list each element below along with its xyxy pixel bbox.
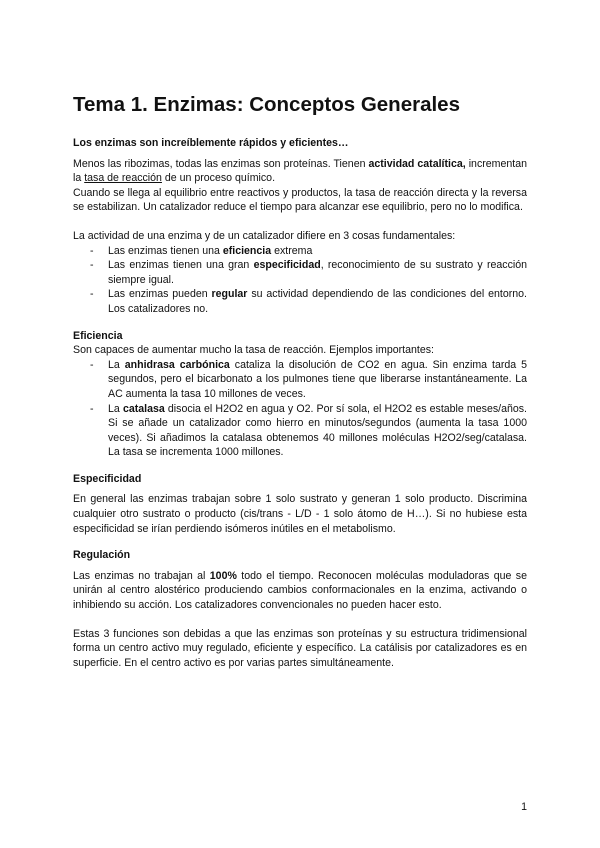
page-title: Tema 1. Enzimas: Conceptos Generales [73, 93, 460, 116]
eficiencia-paragraph: Son capaces de aumentar mucho la tasa de reacción. Ejemplos importantes: [73, 344, 434, 357]
especificidad-paragraph: En general las enzimas trabajan sobre 1 solo sustrato y generan 1 solo producto. Discrimina cualquier otro sustrato o producto (cis/trans - L/D - 1 solo átomo de H…). Si no hubiese esta especificidad se irían perdiendo isómeros inútiles en el metabolismo. [73, 493, 527, 535]
section-heading-especificidad: Especificidad [73, 472, 142, 485]
text-run: de un proceso químico. [161, 172, 276, 185]
page-number: 1 [521, 801, 527, 813]
bold-term: actividad catalítica, [368, 157, 466, 170]
underlined-term: tasa de reacción [84, 172, 162, 185]
list-item: - Las enzimas tienen una eficiencia extrema [73, 244, 527, 259]
list-item: - Las enzimas pueden regular su actividad dependiendo de las condiciones del entorno. Los catalizadores no. [73, 287, 527, 316]
text-run: Menos las ribozimas, todas las enzimas son proteínas. Tienen [73, 157, 369, 170]
text-run: incrementan la [73, 157, 527, 185]
eficiencia-examples-list [73, 358, 527, 460]
list-item: - La anhidrasa carbónica cataliza la disolución de CO2 en agua. Sin enzima tarda 5 segundos, pero el bicarbonato a los pulmones tiene que liberarse instantáneamente. La AC aumenta la tasa 10 millones de veces. [73, 358, 527, 402]
differences-list [73, 244, 527, 317]
regulacion-paragraph-2: Estas 3 funciones son debidas a que las enzimas son proteínas y su estructura tridimensional forma un centro activo muy regulado, eficiente y específico. La catálisis por catalizadores es en superficie. En el centro activo es por varias partes simultáneamente. [73, 627, 527, 669]
list-item: - La catalasa disocia el H2O2 en agua y O2. Por sí sola, el H2O2 es estable meses/años. Si se añade un catalizador como hierro en minutos/segundos (aumenta la tasa 1000 veces). Si añadimos la catalasa obtenemos 40 millones moléculas H2O2/seg/catalasa. La tasa se incrementa 1000 millones. [73, 402, 527, 460]
regulacion-paragraph-1: Las enzimas no trabajan al 100% todo el tiempo. Reconocen moléculas moduladoras que se unirán al centro alostérico produciendo cambios conformacionales en la enzima, activando o inhibiendo su acción. Los catalizadores convencionales no pueden hacer esto. [73, 569, 527, 612]
section-heading-eficiencia: Eficiencia [73, 329, 123, 342]
document-body [73, 136, 527, 670]
section-heading-regulacion: Regulación [73, 549, 131, 562]
list-item: - Las enzimas tienen una gran especificidad, reconocimiento de su sustrato y reacción siempre igual. [73, 258, 527, 287]
intro-paragraph-1 [73, 157, 527, 186]
intro-paragraph-2: Cuando se llega al equilibrio entre reactivos y productos, la tasa de reacción directa y la reversa se estabilizan. Un catalizador reduce el tiempo para alcanzar ese equilibrio, pero no lo modifica. [73, 186, 527, 214]
intro-paragraph-3: La actividad de una enzima y de un catalizador difiere en 3 cosas fundamentales: [73, 229, 456, 242]
section-heading-intro: Los enzimas son increíblemente rápidos y eficientes… [73, 137, 349, 149]
